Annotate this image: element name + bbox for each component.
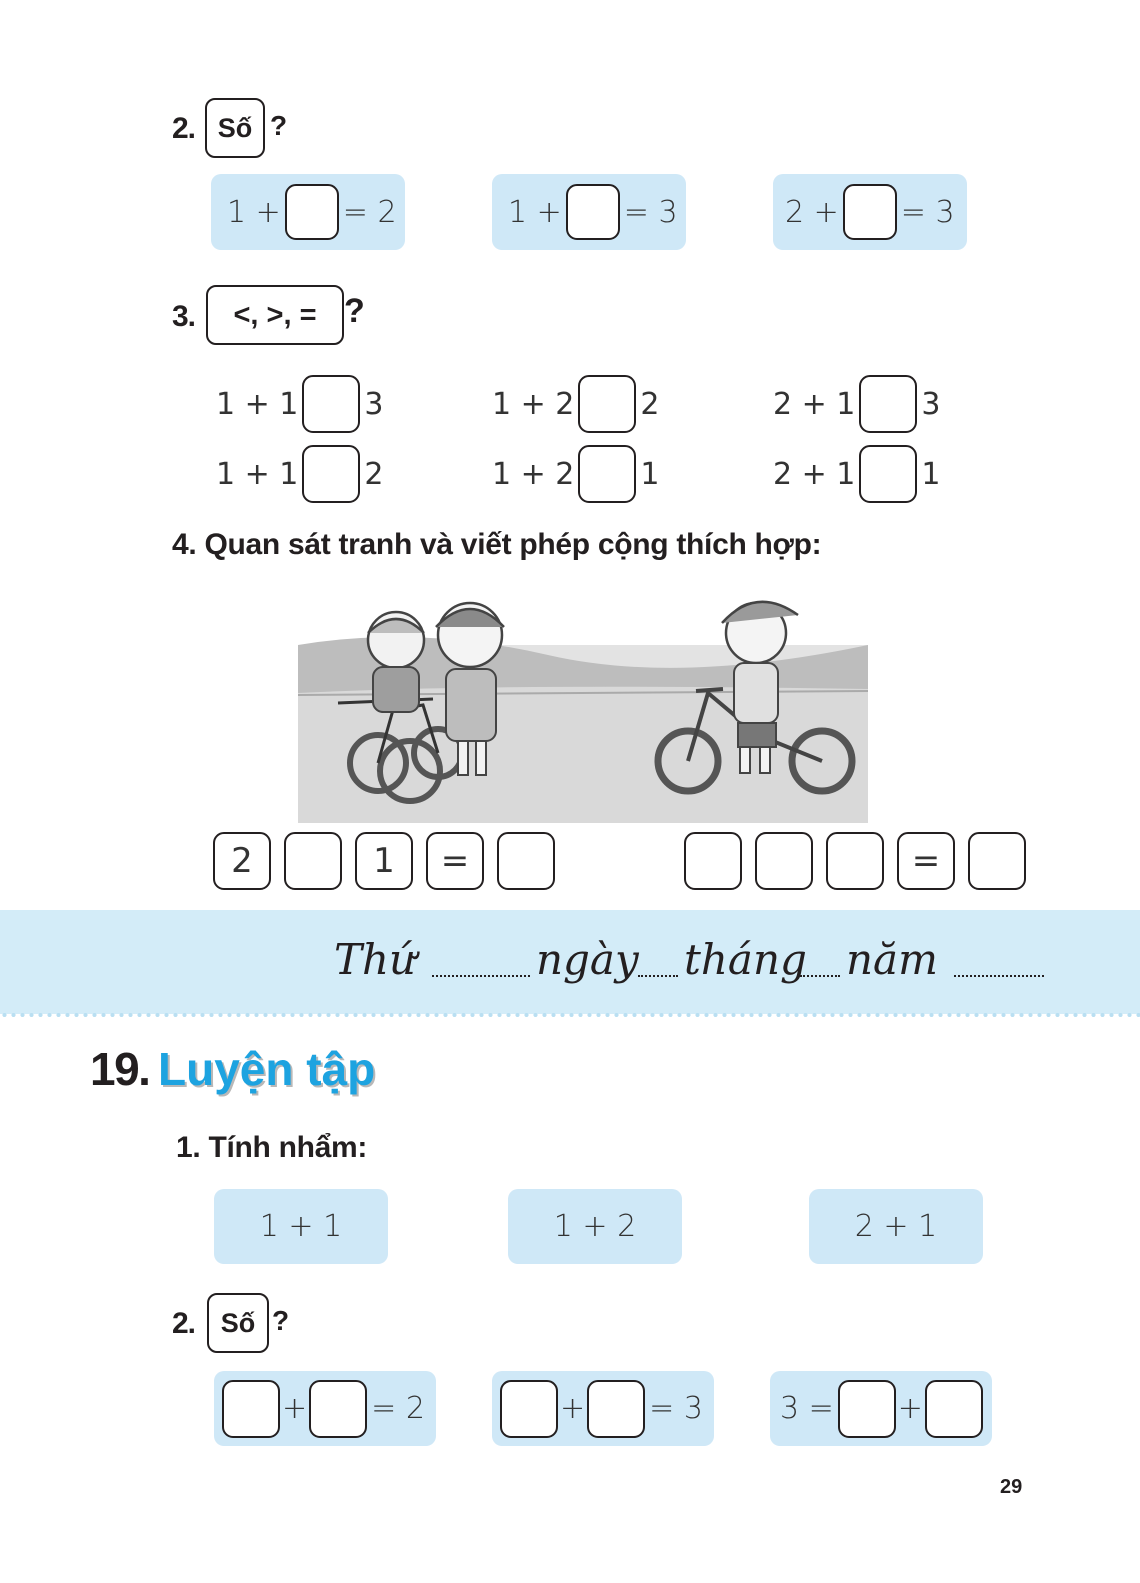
q4-number: 4.: [172, 528, 197, 561]
q2-item-3-left: 2 +: [785, 194, 839, 230]
q3-right: 2: [364, 456, 384, 492]
q4-text: Quan sát tranh và viết phép cộng thích hợp:: [204, 528, 822, 561]
q3-number: 3.: [172, 300, 196, 333]
q3-left: 1 + 2: [492, 456, 575, 492]
answer-box[interactable]: [838, 1380, 896, 1438]
q3-right: 2: [640, 386, 660, 422]
lq2-item-3: [770, 1371, 992, 1446]
lq2-item-2: [492, 1371, 714, 1446]
lq2-item-1-right: = 2: [371, 1391, 425, 1426]
q3-left: 1 + 2: [492, 386, 575, 422]
q2-question-mark: ?: [270, 110, 288, 141]
answer-box[interactable]: [222, 1380, 280, 1438]
date-nam: năm: [846, 935, 938, 984]
eq2-box-1[interactable]: [684, 832, 742, 890]
q3-question-mark: ?: [344, 292, 365, 330]
plus-sign: +: [282, 1391, 308, 1426]
q2-item-2: [492, 174, 686, 250]
lesson-title: Luyện tập: [158, 1043, 376, 1095]
q3-row2-col3: [773, 445, 940, 503]
lq1-item-2: [508, 1189, 682, 1264]
q3-row1-col2: [492, 375, 659, 433]
compare-box[interactable]: [578, 375, 636, 433]
lq2-item-3-left: 3 =: [780, 1391, 834, 1426]
answer-box[interactable]: [285, 184, 339, 240]
compare-box[interactable]: [578, 445, 636, 503]
lq1-text: Tính nhẩm:: [208, 1131, 368, 1164]
date-thang: tháng: [684, 935, 807, 984]
lq1-number: 1.: [176, 1131, 201, 1164]
date-thang-line[interactable]: [800, 975, 840, 977]
q3-left: 2 + 1: [773, 456, 856, 492]
illustration-kids-bikes: [298, 585, 868, 823]
q2-tag-box: Số: [205, 98, 265, 158]
date-band-border: [0, 1012, 1140, 1018]
lq2-question-mark: ?: [272, 1305, 290, 1336]
eq1-box-3[interactable]: 1: [355, 832, 413, 890]
q2-number: 2.: [172, 112, 196, 145]
q2-item-2-right: = 3: [623, 194, 678, 230]
eq1-box-4[interactable]: =: [426, 832, 484, 890]
answer-box[interactable]: [500, 1380, 558, 1438]
compare-box[interactable]: [859, 375, 917, 433]
date-nam-line[interactable]: [954, 975, 1044, 977]
lq1-item-3: [809, 1189, 983, 1264]
q3-right: 1: [640, 456, 660, 492]
lq2-number: 2.: [172, 1307, 196, 1340]
answer-box[interactable]: [925, 1380, 983, 1438]
q3-row1-col3: [773, 375, 940, 433]
lq2-tag-box: Số: [207, 1293, 269, 1353]
q3-left: 1 + 1: [216, 386, 299, 422]
answer-box[interactable]: [309, 1380, 367, 1438]
q3-left: 2 + 1: [773, 386, 856, 422]
date-ngay-line[interactable]: [638, 975, 678, 977]
lq2-item-2-right: = 3: [649, 1391, 703, 1426]
date-thu: Thứ: [334, 935, 417, 984]
q2-item-3: [773, 174, 967, 250]
date-thu-line[interactable]: [432, 975, 530, 977]
eq1-box-2[interactable]: [284, 832, 342, 890]
lq1-item-1: [214, 1189, 388, 1264]
eq1-box-5[interactable]: [497, 832, 555, 890]
lq1-item-2-text: 1 + 2: [553, 1209, 637, 1244]
q3-row1-col1: [216, 375, 383, 433]
eq2-box-3[interactable]: [826, 832, 884, 890]
eq2-box-5[interactable]: [968, 832, 1026, 890]
q2-item-3-right: = 3: [900, 194, 955, 230]
eq2-box-2[interactable]: [755, 832, 813, 890]
date-ngay: ngày: [536, 935, 639, 984]
plus-sign: +: [560, 1391, 586, 1426]
lq1-item-3-text: 2 + 1: [854, 1209, 938, 1244]
answer-box[interactable]: [587, 1380, 645, 1438]
q2-item-1-left: 1 +: [227, 194, 281, 230]
page-number: 29: [1000, 1476, 1023, 1498]
q2-item-2-left: 1 +: [508, 194, 562, 230]
q3-tag-box: <, >, =: [206, 285, 344, 345]
q3-right: 3: [921, 386, 941, 422]
compare-box[interactable]: [302, 445, 360, 503]
q2-item-1-right: = 2: [342, 194, 397, 230]
eq1-box-1[interactable]: 2: [213, 832, 271, 890]
q4-heading: [172, 528, 821, 562]
q3-row2-col1: [216, 445, 383, 503]
q3-right: 1: [921, 456, 941, 492]
lq2-item-1: [214, 1371, 436, 1446]
q3-right: 3: [364, 386, 384, 422]
plus-sign: +: [897, 1391, 923, 1426]
q2-item-1: [211, 174, 405, 250]
eq2-box-4[interactable]: =: [897, 832, 955, 890]
q3-row2-col2: [492, 445, 659, 503]
q3-left: 1 + 1: [216, 456, 299, 492]
compare-box[interactable]: [859, 445, 917, 503]
lq1-item-1-text: 1 + 1: [259, 1209, 343, 1244]
answer-box[interactable]: [843, 184, 897, 240]
lesson-number: 19.: [90, 1043, 150, 1095]
answer-box[interactable]: [566, 184, 620, 240]
lq1-heading: [176, 1131, 367, 1165]
compare-box[interactable]: [302, 375, 360, 433]
